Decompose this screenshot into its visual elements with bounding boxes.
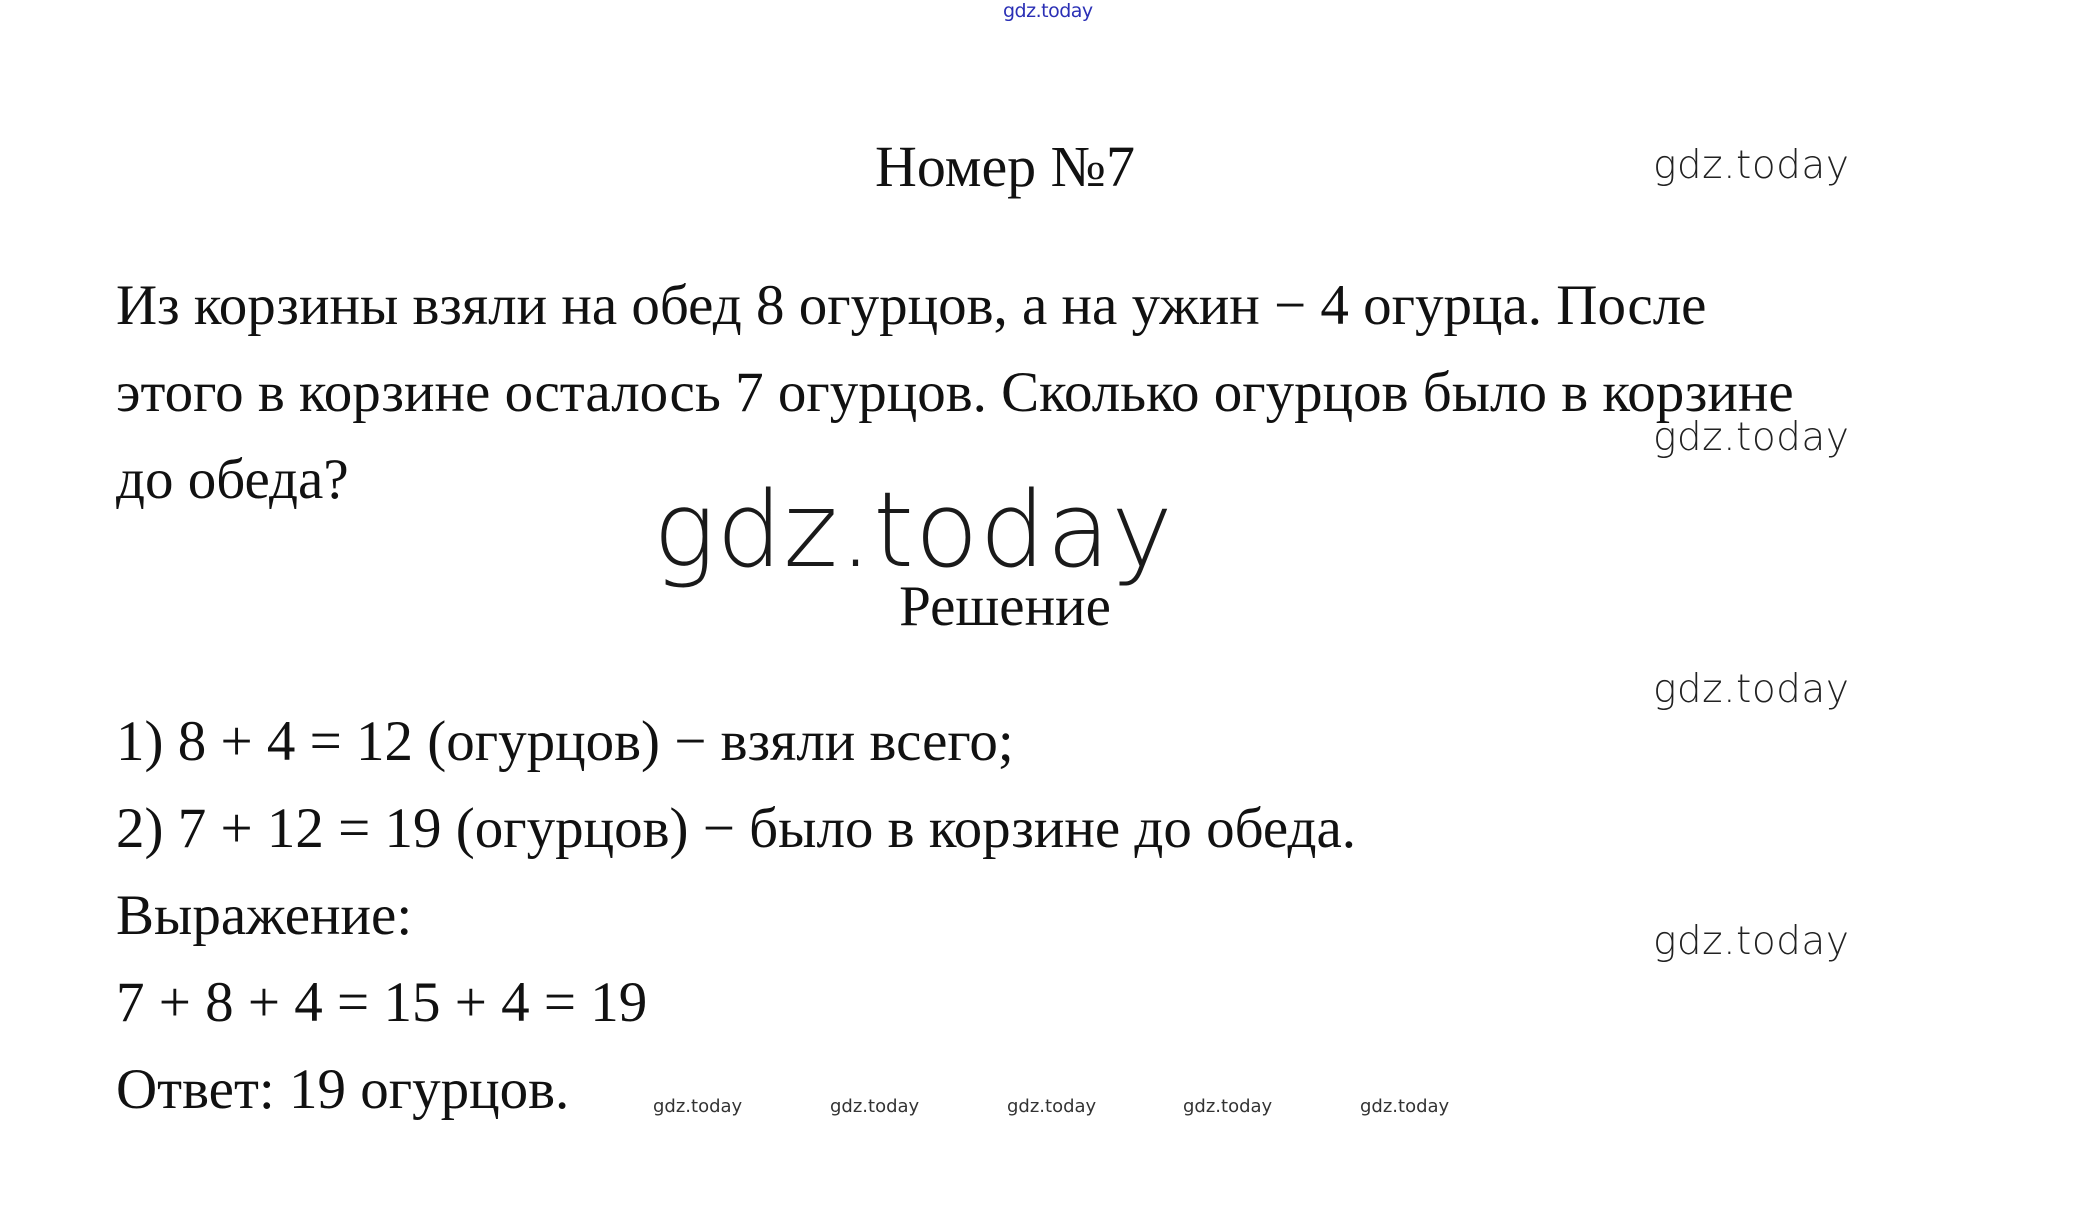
watermark-bottom-2: gdz.today [830, 1096, 920, 1117]
watermark-side-2: gdz.today [1653, 415, 1850, 460]
expression-label: Выражение: [116, 884, 413, 947]
watermark-side-3: gdz.today [1653, 667, 1850, 712]
watermark-bottom-4: gdz.today [1183, 1096, 1273, 1117]
problem-line-1: Из корзины взяли на обед 8 огурцов, а на ужин − 4 огурца. После [116, 274, 1707, 337]
problem-text [116, 262, 1966, 523]
watermark-side-1: gdz.today [1653, 143, 1850, 188]
problem-line-3: до обеда? [116, 448, 349, 511]
answer: Ответ: 19 огурцов. [116, 1058, 570, 1121]
expression: 7 + 8 + 4 = 15 + 4 = 19 [116, 971, 648, 1034]
problem-line-2: этого в корзине осталось 7 огурцов. Сколько огурцов было в корзине [116, 361, 1794, 424]
solution-body [116, 698, 1716, 1133]
solution-step-2: 2) 7 + 12 = 19 (огурцов) − было в корзине до обеда. [116, 797, 1357, 860]
page-title: Номер №7 [874, 134, 1136, 199]
watermark-bottom-1: gdz.today [653, 1096, 743, 1117]
solution-step-1: 1) 8 + 4 = 12 (огурцов) − взяли всего; [116, 710, 1014, 773]
watermark-side-4: gdz.today [1653, 919, 1850, 964]
watermark-bottom-5: gdz.today [1360, 1096, 1450, 1117]
watermark-large: gdz.today [653, 469, 1174, 591]
solution-heading: Решение [899, 575, 1111, 638]
watermark-top: gdz.today [1003, 0, 1093, 22]
watermark-bottom-3: gdz.today [1007, 1096, 1097, 1117]
